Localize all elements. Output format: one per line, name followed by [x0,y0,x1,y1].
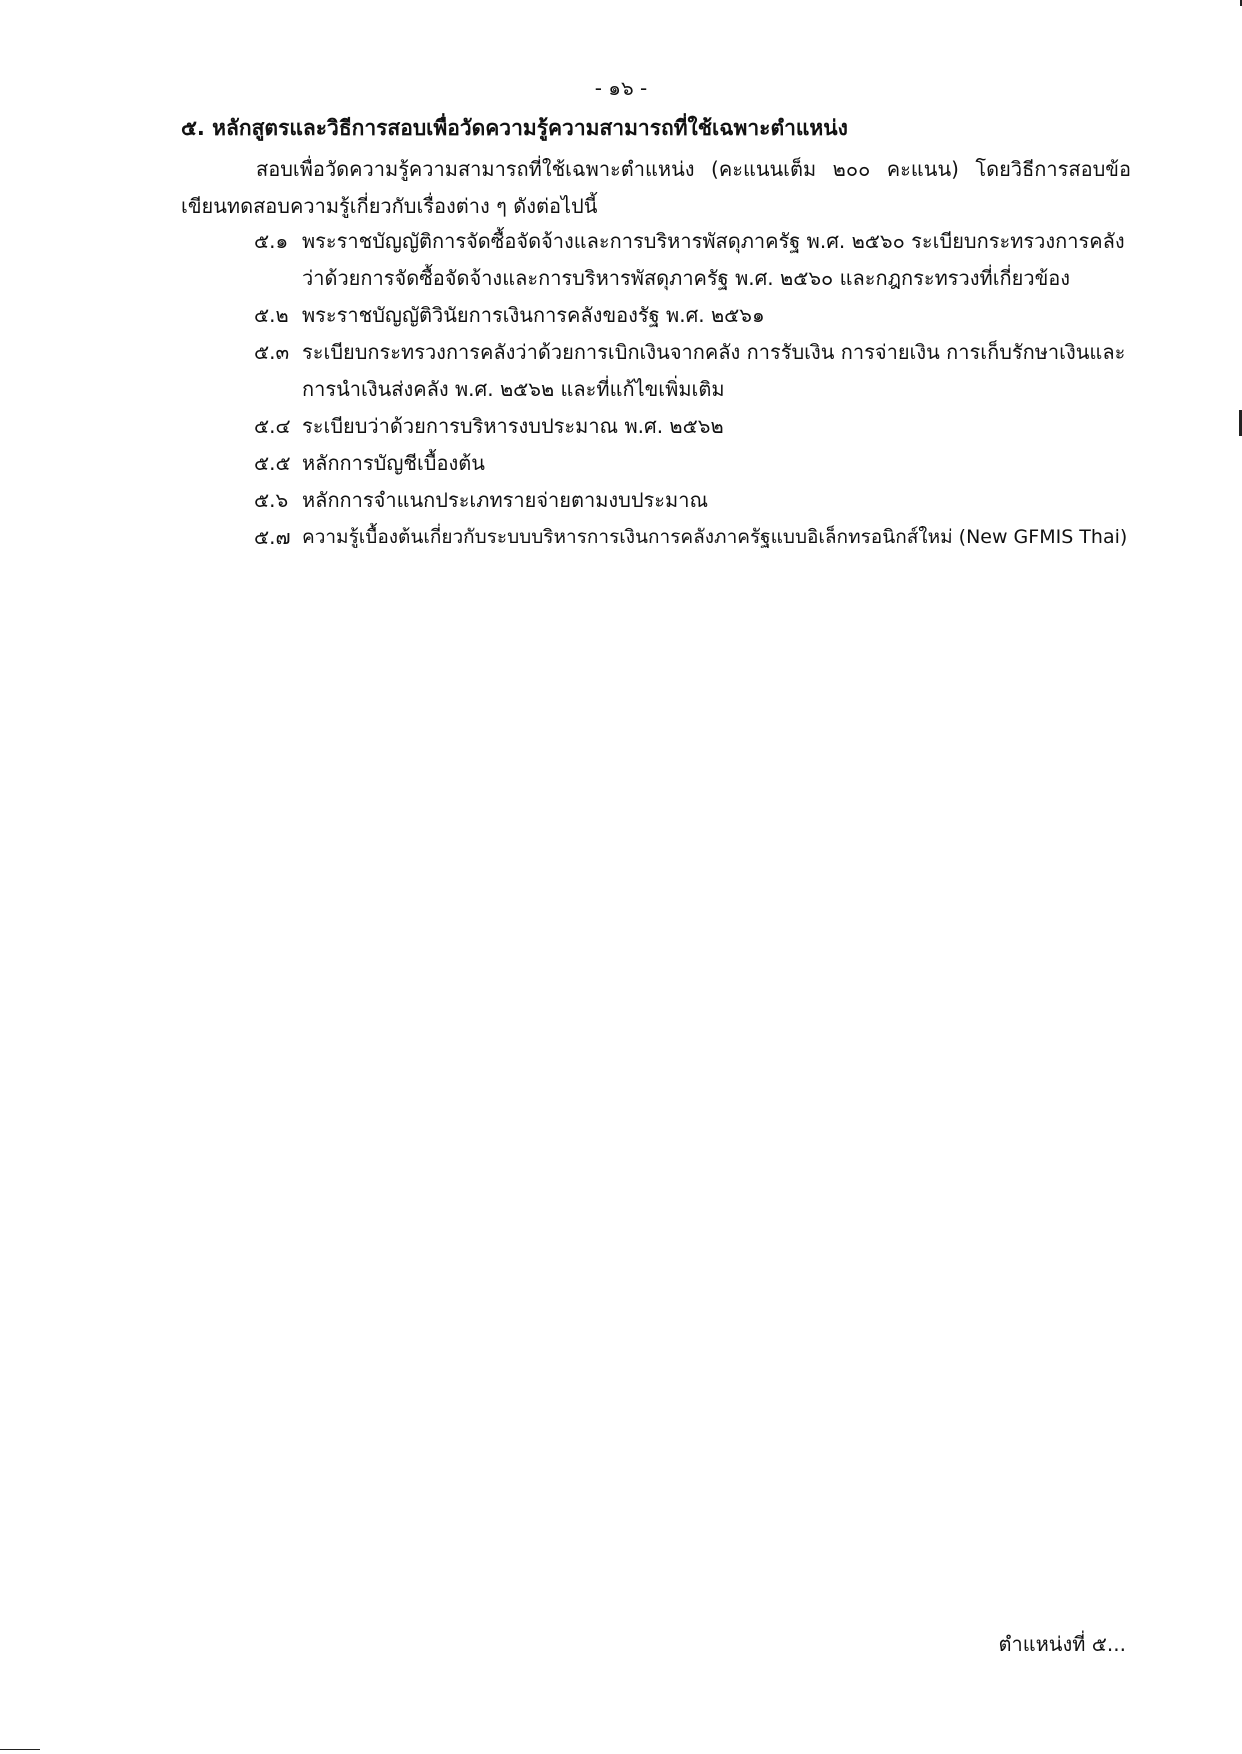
scan-edge-mark [0,1749,40,1750]
intro-paragraph: สอบเพื่อวัดความรู้ความสามารถที่ใช้เฉพาะตำแหน่ง (คะแนนเต็ม ๒๐๐ คะแนน) โดยวิธีการสอบข้อเขียนทดสอบความรู้เกี่ยวกับเรื่องต่าง ๆ ดังต่อไปนี้ [181,157,1131,218]
list-item-text: พระราชบัญญัติวินัยการเงินการคลังของรัฐ พ.ศ. ๒๕๖๑ [302,303,765,327]
list-item-number: ๕.๕ [254,451,291,475]
list-item-number: ๕.๗ [254,525,291,549]
list-item-number: ๕.๔ [254,414,291,438]
list-item-number: ๕.๒ [254,303,289,327]
list-item-text: หลักการบัญชีเบื้องต้น [302,451,485,475]
list-item [254,519,1134,556]
list-item-text: พระราชบัญญัติการจัดซื้อจัดจ้างและการบริหารพัสดุภาครัฐ พ.ศ. ๒๕๖๐ ระเบียบกระทรวงการคลังว่าด้วยการจัดซื้อจัดจ้างและการบริหารพัสดุภาครัฐ พ.ศ. ๒๕๖๐ และกฎกระทรวงที่เกี่ยวข้อง [302,229,1125,290]
list-item [254,334,1134,408]
list-item-number: ๕.๓ [254,340,290,364]
list-item-number: ๕.๖ [254,488,289,512]
list-item-number: ๕.๑ [254,229,289,253]
list-item [254,482,1134,519]
page-number: - ๑๖ - [594,76,648,100]
list-item-text: หลักการจำแนกประเภทรายจ่ายตามงบประมาณ [302,488,709,512]
exam-topic-list [254,223,1134,556]
list-item-text: ความรู้เบื้องต้นเกี่ยวกับระบบบริหารการเงินการคลังภาครัฐแบบอิเล็กทรอนิกส์ใหม่ (New GFMIS Thai) [302,526,1128,548]
section-heading: ๕. หลักสูตรและวิธีการสอบเพื่อวัดความรู้ความสามารถที่ใช้เฉพาะตำแหน่ง [181,116,848,140]
list-item [254,408,1134,445]
page-continuation: ตำแหน่งที่ ๕... [998,1632,1126,1656]
list-item-text: ระเบียบว่าด้วยการบริหารงบประมาณ พ.ศ. ๒๕๖๒ [302,414,724,438]
list-item [254,445,1134,482]
list-item [254,297,1134,334]
list-item [254,223,1134,297]
list-item-text: ระเบียบกระทรวงการคลังว่าด้วยการเบิกเงินจากคลัง การรับเงิน การจ่ายเงิน การเก็บรักษาเงินและการนำเงินส่งคลัง พ.ศ. ๒๕๖๒ และที่แก้ไขเพิ่มเติม [302,340,1126,401]
